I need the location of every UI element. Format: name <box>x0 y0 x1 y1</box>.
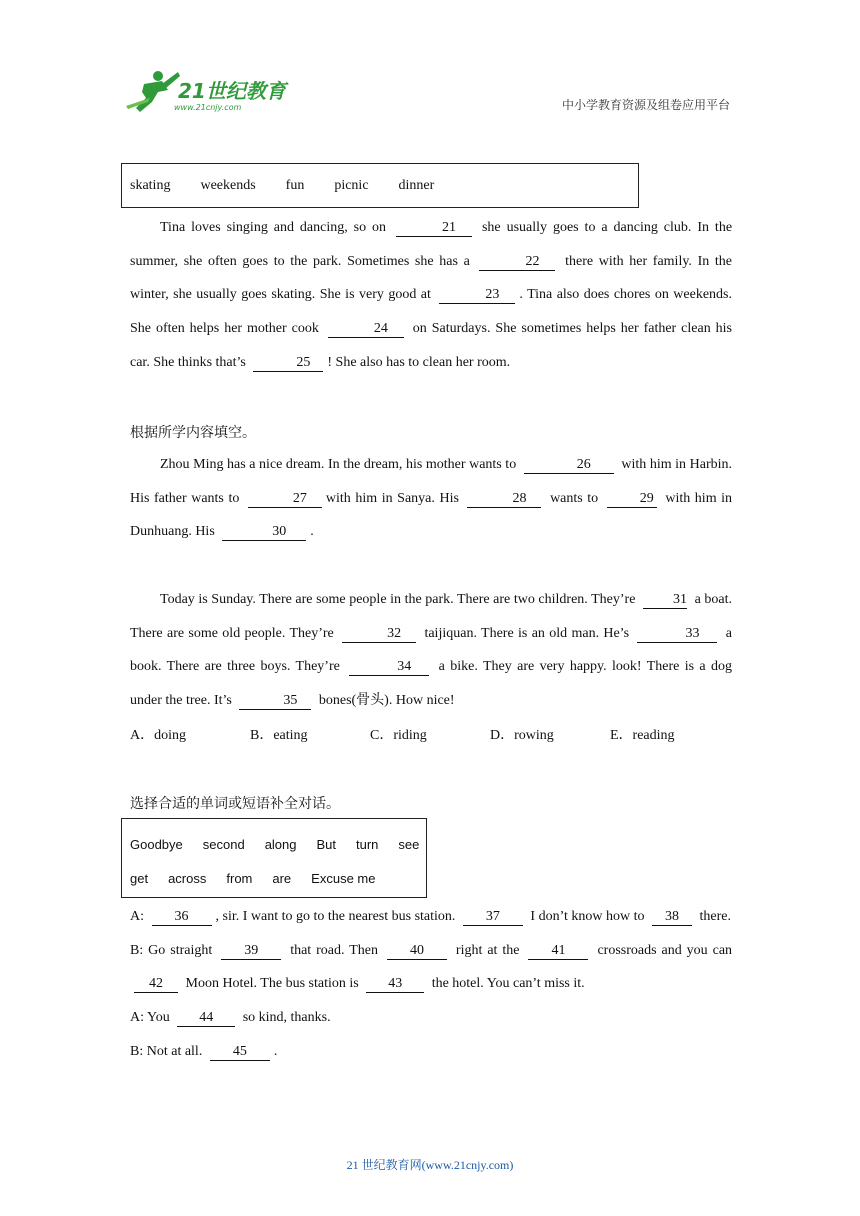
passage-zhou-ming <box>130 448 732 549</box>
dialogue-text: there. <box>699 909 731 924</box>
platform-title: 中小学教育资源及组卷应用平台 <box>561 98 730 112</box>
logo-url: www.21cnjy.com <box>174 103 242 112</box>
blank-21[interactable]: 21 <box>396 220 472 237</box>
passage-text: Today is Sunday. There are some people in the park. There are two children. They’re <box>160 592 636 607</box>
blank-22[interactable]: 22 <box>479 254 555 271</box>
site-logo <box>122 68 292 114</box>
runner-logo-icon <box>122 68 292 114</box>
blank-37[interactable]: 37 <box>463 909 523 926</box>
dialogue-text: B: Go straight <box>130 942 213 958</box>
passage-text: . Tina also does chores on weekends. She often helps her mother cook <box>130 287 732 337</box>
blank-45[interactable]: 45 <box>210 1044 270 1061</box>
blank-28[interactable]: 28 <box>467 491 541 508</box>
passage-park <box>130 583 732 718</box>
blank-39[interactable]: 39 <box>221 943 281 960</box>
passage-text: ! She also has to clean her room. <box>327 354 511 370</box>
blank-38[interactable]: 38 <box>652 909 692 926</box>
dialogue-text: the hotel. You can’t miss it. <box>431 976 585 992</box>
phrase-bank <box>121 818 427 898</box>
dialogue-text: crossroads and you can <box>597 942 733 958</box>
passage-tina <box>130 211 732 380</box>
phrase-item: Goodbye <box>130 836 183 852</box>
phrase-item: turn <box>356 836 379 852</box>
word-bank-1 <box>121 163 639 208</box>
section-heading-fill: 根据所学内容填空。 <box>130 426 256 441</box>
dialogue-text: , sir. I want to go to the nearest bus station. <box>215 909 456 924</box>
logo-text: 21世纪教育 <box>178 79 286 103</box>
passage-text: . <box>310 524 314 540</box>
blank-23[interactable]: 23 <box>439 287 515 304</box>
dialogue-text: I don’t know how to <box>530 909 645 924</box>
blank-43[interactable]: 43 <box>366 976 424 993</box>
passage-text: a boat. There are some old people. They’re <box>130 592 732 641</box>
dialogue-text: that road. Then <box>290 942 378 958</box>
passage-text: she usually goes to a dancing club. In the summer, she often goes to the park. Sometimes she has a <box>130 220 733 269</box>
option-c[interactable]: C．riding <box>370 728 427 743</box>
blank-31[interactable]: 31 <box>643 592 687 609</box>
phrase-item: second <box>202 836 245 852</box>
passage-text: Tina loves singing and dancing, so on <box>160 220 387 235</box>
footer-link[interactable]: 21 世纪教育网(www.21cnjy.com) <box>346 1158 514 1172</box>
passage-text: Zhou Ming has a nice dream. In the dream, his mother wants to <box>160 457 517 472</box>
dialogue <box>130 900 732 1069</box>
blank-30[interactable]: 30 <box>222 524 306 541</box>
option-b[interactable]: B．eating <box>250 728 308 743</box>
passage-text: with him in Harbin. His father wants to <box>130 457 733 506</box>
phrase-item: see <box>398 836 420 852</box>
passage-text: with him in Sanya. His <box>325 490 459 506</box>
answer-options <box>130 724 732 744</box>
dialogue-text: B: Not at all. <box>130 1043 203 1059</box>
word-bank-item: picnic <box>334 177 369 193</box>
phrase-item: are <box>272 870 292 886</box>
phrase-item: from <box>226 870 253 886</box>
passage-text: a book. There are three boys. They’re <box>130 625 732 675</box>
passage-text: wants to <box>550 490 599 506</box>
word-bank-item: weekends <box>200 177 256 193</box>
dialogue-text: right at the <box>455 942 520 958</box>
section-heading-dialogue: 选择合适的单词或短语补全对话。 <box>130 797 340 812</box>
passage-text: there with her family. In the winter, she usually goes skating. She is very good at <box>130 253 732 303</box>
phrase-item: across <box>168 870 207 886</box>
blank-40[interactable]: 40 <box>387 943 447 960</box>
option-a[interactable]: A．doing <box>130 728 186 743</box>
phrase-item: Excuse me <box>311 870 376 886</box>
blank-24[interactable]: 24 <box>328 321 404 338</box>
blank-25[interactable]: 25 <box>253 355 323 372</box>
phrase-item: along <box>264 836 297 852</box>
blank-36[interactable]: 36 <box>152 909 212 926</box>
passage-text: taijiquan. There is an old man. He’s <box>424 625 630 641</box>
blank-27[interactable]: 27 <box>248 491 322 508</box>
blank-33[interactable]: 33 <box>637 626 717 643</box>
phrase-row <box>130 827 426 861</box>
blank-35[interactable]: 35 <box>239 693 311 710</box>
dialogue-text: . <box>273 1043 278 1059</box>
blank-26[interactable]: 26 <box>524 457 614 474</box>
blank-32[interactable]: 32 <box>342 626 416 643</box>
blank-42[interactable]: 42 <box>134 976 178 993</box>
passage-text: with him in Dunhuang. His <box>130 490 733 540</box>
phrase-item: But <box>316 836 337 852</box>
phrase-row <box>130 861 426 895</box>
dialogue-text: Moon Hotel. The bus station is <box>185 976 359 992</box>
dialogue-text: A: <box>130 909 144 924</box>
word-bank-item: skating <box>130 177 171 193</box>
blank-41[interactable]: 41 <box>528 943 588 960</box>
option-e[interactable]: E．reading <box>610 728 675 743</box>
word-bank-item: fun <box>285 177 305 193</box>
word-bank-item: dinner <box>398 177 435 193</box>
dialogue-text: A: You <box>130 1010 170 1026</box>
blank-44[interactable]: 44 <box>177 1010 235 1027</box>
passage-text: on Saturdays. She sometimes helps her father clean his car. She thinks that’s <box>130 321 733 370</box>
phrase-item: get <box>130 870 149 886</box>
option-d[interactable]: D．rowing <box>490 728 554 743</box>
dialogue-text: so kind, thanks. <box>242 1010 331 1026</box>
passage-text: a bike. They are very happy. look! There is a dog under the tree. It’s <box>130 659 733 709</box>
passage-text: bones(骨头). How nice! <box>318 693 455 709</box>
blank-34[interactable]: 34 <box>349 659 429 676</box>
blank-29[interactable]: 29 <box>607 491 657 508</box>
